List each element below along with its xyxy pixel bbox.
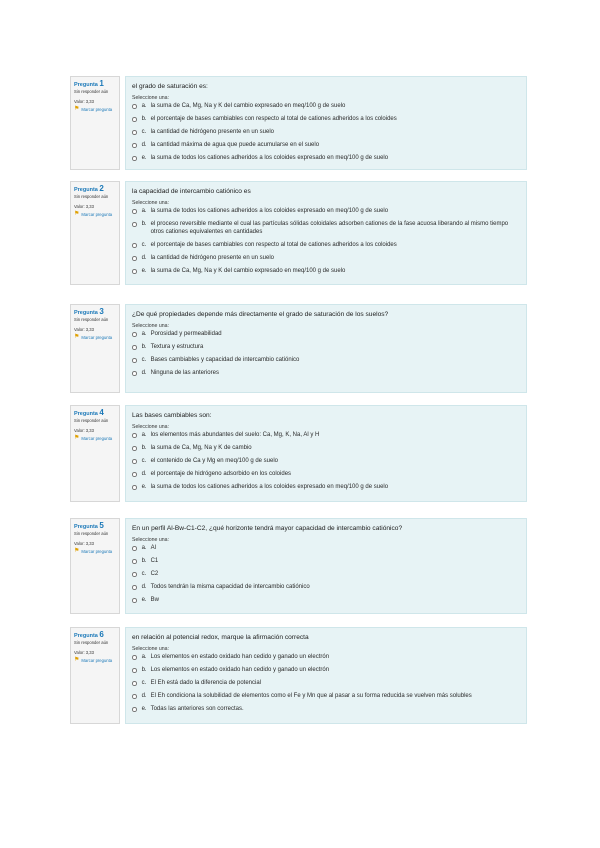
radio-button[interactable] — [132, 269, 137, 274]
answer-option[interactable]: b. C1 — [132, 558, 520, 566]
answer-option[interactable]: c. Bases cambiables y capacidad de intercambio catiónico — [132, 357, 520, 365]
select-one-prompt: Seleccione una: — [132, 200, 169, 206]
question-content — [125, 76, 527, 170]
question-text: en relación al potencial redox, marque la afirmación correcta — [132, 634, 309, 641]
answer-option[interactable]: e. la suma de Ca, Mg, Na y K del cambio expresado en meq/100 g de suelo — [132, 268, 520, 276]
flag-question-link[interactable]: ⚑ Marcar pregunta — [74, 435, 113, 441]
answer-option[interactable]: e. la suma de todos los cationes adheridos a los coloides expresado en meq/100 g de suelo — [132, 484, 520, 492]
answer-option[interactable]: a. Porosidad y permeabilidad — [132, 331, 520, 339]
radio-button[interactable] — [132, 243, 137, 248]
question-info — [70, 627, 120, 724]
question-card-4 — [70, 405, 527, 502]
question-text: ¿De qué propiedades depende más directamente el grado de saturación de los suelos? — [132, 311, 389, 318]
question-info — [70, 518, 120, 614]
radio-button[interactable] — [132, 256, 137, 261]
radio-button[interactable] — [132, 345, 137, 350]
radio-button[interactable] — [132, 598, 137, 603]
answer-option[interactable]: d. Todos tendrán la misma capacidad de intercambio catiónico — [132, 584, 520, 592]
question-card-6 — [70, 627, 527, 724]
flag-question-link[interactable]: ⚑ Marcar pregunta — [74, 211, 113, 217]
answer-option[interactable]: a. los elementos más abundantes del suelo: Ca, Mg, K, Na, Al y H — [132, 432, 520, 440]
radio-button[interactable] — [132, 446, 137, 451]
question-text: la capacidad de intercambio catiónico es — [132, 188, 251, 195]
question-number: Pregunta 5 — [74, 521, 104, 530]
answer-option[interactable]: d. el porcentaje de hidrógeno adsorbido en los coloides — [132, 471, 520, 479]
flag-question-link[interactable]: ⚑ Marcar pregunta — [74, 657, 113, 663]
question-grade: Valor: 3,33 — [74, 98, 94, 104]
radio-button[interactable] — [132, 104, 137, 109]
question-state: Sin responder aún — [74, 89, 109, 94]
radio-button[interactable] — [132, 694, 137, 699]
radio-button[interactable] — [132, 655, 137, 660]
answer-option[interactable]: d. Ninguna de las anteriores — [132, 370, 520, 378]
question-number: Pregunta 1 — [74, 79, 104, 88]
question-state: Sin responder aún — [74, 194, 109, 199]
radio-button[interactable] — [132, 546, 137, 551]
question-grade: Valor: 3,33 — [74, 540, 94, 546]
question-state: Sin responder aún — [74, 640, 109, 645]
question-state: Sin responder aún — [74, 418, 109, 423]
answer-option[interactable]: a. Al — [132, 545, 520, 553]
answer-option[interactable]: a. la suma de todos los cationes adheridos a los coloides expresado en meq/100 g de suelo — [132, 208, 520, 216]
select-one-prompt: Seleccione una: — [132, 537, 169, 543]
answer-option[interactable]: c. el contenido de Ca y Mg en meq/100 g de suelo — [132, 458, 520, 466]
flag-icon: ⚑ — [74, 435, 80, 441]
radio-button[interactable] — [132, 668, 137, 673]
question-card-5 — [70, 518, 527, 614]
answer-option[interactable]: e. la suma de todos los cationes adheridos a los coloides expresado en meq/100 g de suelo — [132, 155, 520, 163]
answer-option[interactable]: d. El Eh condiciona la solubilidad de elementos como el Fe y Mn que al pasar a su forma reducida se vuelven más solubles — [132, 693, 520, 701]
question-state: Sin responder aún — [74, 531, 109, 536]
flag-icon: ⚑ — [74, 548, 80, 554]
radio-button[interactable] — [132, 572, 137, 577]
question-grade: Valor: 3,33 — [74, 649, 94, 655]
question-info — [70, 405, 120, 502]
question-info — [70, 304, 120, 393]
question-content — [125, 518, 527, 614]
select-one-prompt: Seleccione una: — [132, 95, 169, 101]
answer-option[interactable]: e. Bw — [132, 597, 520, 605]
question-info — [70, 181, 120, 285]
radio-button[interactable] — [132, 130, 137, 135]
question-number: Pregunta 4 — [74, 408, 104, 417]
question-card-1 — [70, 76, 527, 170]
radio-button[interactable] — [132, 585, 137, 590]
question-content — [125, 304, 527, 393]
answer-option[interactable]: b. Textura y estructura — [132, 344, 520, 352]
flag-question-link[interactable]: ⚑ Marcar pregunta — [74, 334, 113, 340]
question-text: Las bases cambiables son: — [132, 412, 212, 419]
question-card-3 — [70, 304, 527, 393]
answer-option[interactable]: c. el porcentaje de bases cambiables con respecto al total de cationes adheridos a los coloides — [132, 242, 520, 250]
question-card-2 — [70, 181, 527, 285]
answer-option[interactable]: a. Los elementos en estado oxidado han cedido y ganado un electrón — [132, 654, 520, 662]
flag-icon: ⚑ — [74, 657, 80, 663]
radio-button[interactable] — [132, 433, 137, 438]
radio-button[interactable] — [132, 222, 137, 227]
answer-option[interactable]: b. el porcentaje de bases cambiables con respecto al total de cationes adheridos a los coloides — [132, 116, 520, 124]
question-text: el grado de saturación es: — [132, 83, 208, 90]
radio-button[interactable] — [132, 681, 137, 686]
question-number: Pregunta 2 — [74, 184, 104, 193]
select-one-prompt: Seleccione una: — [132, 646, 169, 652]
radio-button[interactable] — [132, 371, 137, 376]
answer-option[interactable]: c. C2 — [132, 571, 520, 579]
question-grade: Valor: 3,33 — [74, 427, 94, 433]
answer-option[interactable]: e. Todas las anteriores son correctas. — [132, 706, 520, 714]
select-one-prompt: Seleccione una: — [132, 323, 169, 329]
answer-option[interactable]: b. la suma de Ca, Mg, Na y K de cambio — [132, 445, 520, 453]
question-content — [125, 627, 527, 724]
radio-button[interactable] — [132, 358, 137, 363]
question-number: Pregunta 3 — [74, 307, 104, 316]
radio-button[interactable] — [132, 472, 137, 477]
question-content — [125, 181, 527, 285]
radio-button[interactable] — [132, 156, 137, 161]
question-number: Pregunta 6 — [74, 630, 104, 639]
question-grade: Valor: 3,33 — [74, 203, 94, 209]
question-text: En un perfil Al-Bw-C1-C2, ¿qué horizonte tendrá mayor capacidad de intercambio catiónico? — [132, 525, 403, 532]
radio-button[interactable] — [132, 209, 137, 214]
question-content — [125, 405, 527, 502]
answer-option[interactable]: b. el proceso reversible mediante el cual las partículas sólidas coloidales adsorben cationes de la fase acuosa liberando al mismo tiempo otros cationes equivalentes en cantidades — [132, 221, 520, 237]
question-grade: Valor: 3,33 — [74, 326, 94, 332]
answer-option[interactable]: d. la cantidad máxima de agua que puede acumularse en el suelo — [132, 142, 520, 150]
answer-option[interactable]: b. Los elementos en estado oxidado han cedido y ganado un electrón — [132, 667, 520, 675]
question-state: Sin responder aún — [74, 317, 109, 322]
flag-icon: ⚑ — [74, 334, 80, 340]
flag-icon: ⚑ — [74, 106, 80, 112]
answer-option[interactable]: d. la cantidad de hidrógeno presente en un suelo — [132, 255, 520, 263]
radio-button[interactable] — [132, 332, 137, 337]
flag-question-link[interactable]: ⚑ Marcar pregunta — [74, 106, 113, 112]
answer-option[interactable]: c. El Eh está dado la diferencia de potencial — [132, 680, 520, 688]
radio-button[interactable] — [132, 559, 137, 564]
flag-question-link[interactable]: ⚑ Marcar pregunta — [74, 548, 113, 554]
radio-button[interactable] — [132, 707, 137, 712]
question-info — [70, 76, 120, 170]
radio-button[interactable] — [132, 485, 137, 490]
radio-button[interactable] — [132, 459, 137, 464]
flag-icon: ⚑ — [74, 211, 80, 217]
select-one-prompt: Seleccione una: — [132, 424, 169, 430]
radio-button[interactable] — [132, 143, 137, 148]
radio-button[interactable] — [132, 117, 137, 122]
answer-option[interactable]: a. la suma de Ca, Mg, Na y K del cambio expresado en meq/100 g de suelo — [132, 103, 520, 111]
answer-option[interactable]: c. la cantidad de hidrógeno presente en un suelo — [132, 129, 520, 137]
